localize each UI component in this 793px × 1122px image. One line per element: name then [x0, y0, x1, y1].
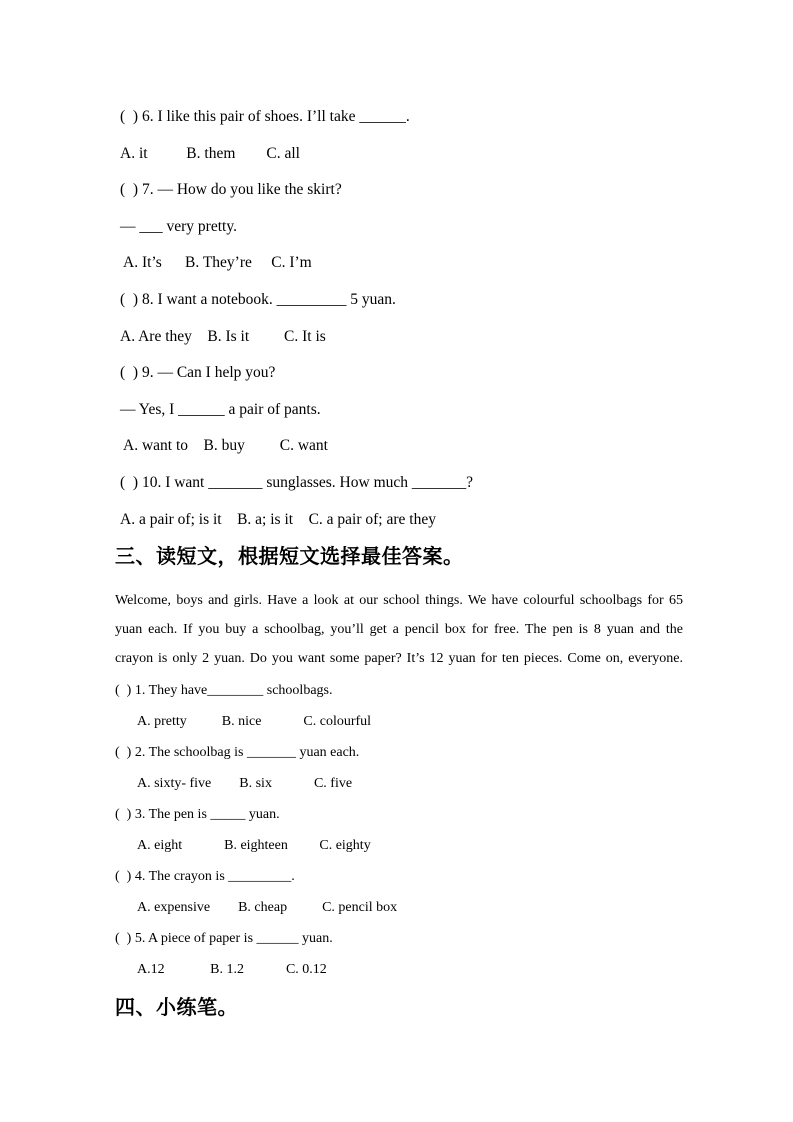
question-line: ( ) 8. I want a notebook. _________ 5 yuan. [120, 290, 396, 308]
options-line: A. a pair of; is it B. a; is it C. a pair of; are they [120, 510, 436, 528]
question-line: ( ) 4. The crayon is _________. [115, 869, 295, 885]
question-line: ( ) 3. The pen is _____ yuan. [115, 807, 280, 823]
options-line: A. It’s B. They’re C. I’m [120, 254, 312, 272]
reading-passage [115, 586, 683, 673]
reading-questions-section [115, 675, 683, 985]
question-line: ( ) 7. — How do you like the skirt? [120, 181, 342, 199]
reading-section-heading: 三、读短文，根据短文选择最佳答案。 [115, 546, 464, 569]
options-line: A. expensive B. cheap C. pencil box [137, 900, 398, 916]
question-line: ( ) 9. — Can I help you? [120, 364, 276, 382]
passage-line: Welcome, boys and girls. Have a look at our school things. We have colourful schoolbags for 65 [115, 593, 683, 609]
dialogue-line: — Yes, I ______ a pair of pants. [120, 400, 321, 418]
question-line: ( ) 5. A piece of paper is ______ yuan. [115, 931, 333, 947]
multiple-choice-section [115, 99, 683, 538]
question-line: ( ) 10. I want _______ sunglasses. How much _______? [120, 473, 474, 491]
options-line: A. eight B. eighteen C. eighty [137, 838, 371, 854]
options-line: A. pretty B. nice C. colourful [137, 714, 372, 730]
options-line: A. it B. them C. all [120, 144, 300, 162]
options-line: A. want to B. buy C. want [120, 437, 328, 455]
question-line: ( ) 1. They have________ schoolbags. [115, 683, 333, 699]
passage-line: yuan each. If you buy a schoolbag, you’ll get a pencil box for free. The pen is 8 yuan and the [115, 622, 683, 638]
question-line: ( ) 6. I like this pair of shoes. I’ll take ______. [120, 108, 410, 125]
options-line: A. sixty- five B. six C. five [137, 776, 353, 792]
writing-section-heading: 四、小练笔。 [115, 997, 238, 1020]
dialogue-line: — ___ very pretty. [120, 217, 237, 235]
options-line: A. Are they B. Is it C. It is [120, 327, 326, 345]
question-line: ( ) 2. The schoolbag is _______ yuan each. [115, 745, 360, 761]
passage-line: crayon is only 2 yuan. Do you want some paper? It’s 12 yuan for ten pieces. Come on, everyone. [115, 651, 683, 667]
options-line: A.12 B. 1.2 C. 0.12 [137, 962, 327, 978]
